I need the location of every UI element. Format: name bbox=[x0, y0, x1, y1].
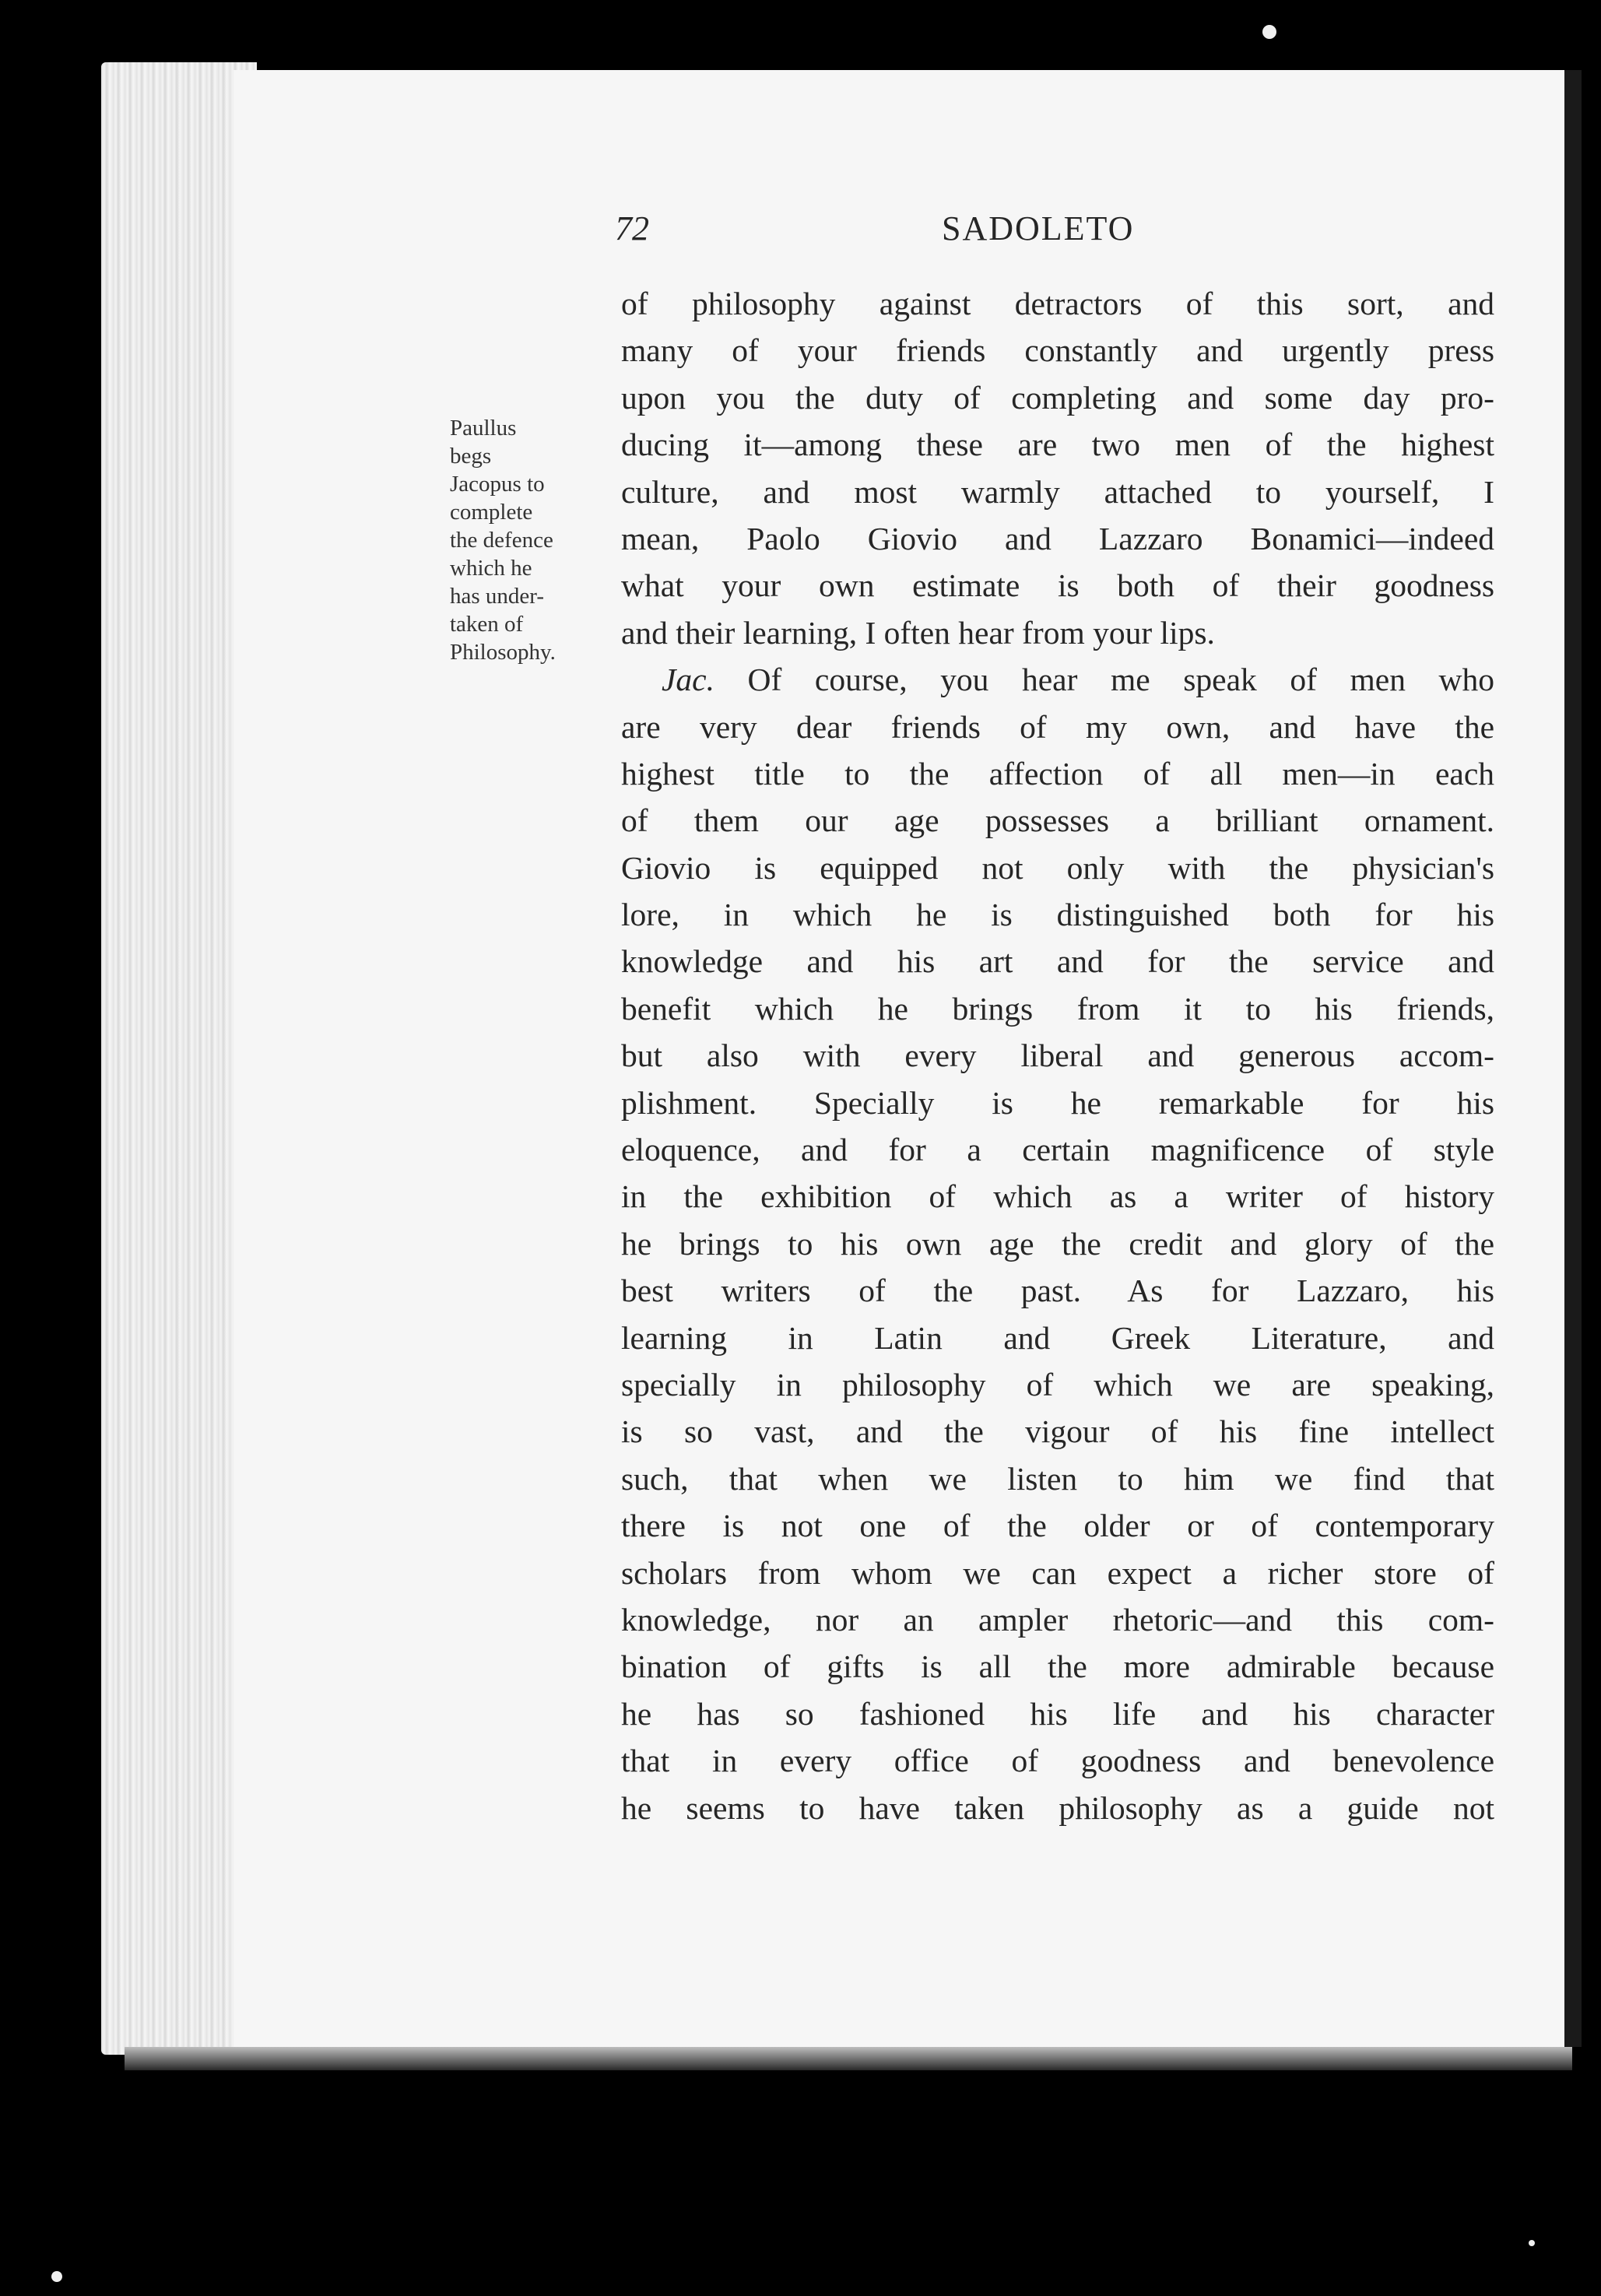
marginal-note bbox=[450, 414, 621, 666]
marginal-note-line: the defence bbox=[450, 528, 553, 553]
body-text bbox=[621, 280, 1494, 1831]
text-line: he seems to have taken philosophy as a guide not bbox=[621, 1789, 1494, 1826]
text-line: upon you the duty of completing and some day pro- bbox=[621, 379, 1494, 416]
marginal-note-line: begs bbox=[450, 444, 492, 469]
text-line: learning in Latin and Greek Literature, and bbox=[621, 1319, 1494, 1356]
marginal-note-line: taken of bbox=[450, 612, 524, 637]
marginal-note-line: Jacopus to bbox=[450, 472, 545, 497]
text-line: many of your friends constantly and urgently press bbox=[621, 332, 1494, 369]
text-line: ducing it—among these are two men of the highest bbox=[621, 427, 1494, 463]
text-line: of philosophy against detractors of this sort, and bbox=[621, 286, 1494, 321]
text-line: best writers of the past. As for Lazzaro, his bbox=[621, 1273, 1494, 1309]
text-line: eloquence, and for a certain magnificence of style bbox=[621, 1132, 1494, 1168]
speech-text: Of course, you hear me speak of men who bbox=[714, 662, 1494, 698]
text-line: in the exhibition of which as a writer of history bbox=[621, 1178, 1494, 1215]
text-line: knowledge and his art and for the service and bbox=[621, 943, 1494, 980]
text-line: but also with every liberal and generous accom- bbox=[621, 1037, 1494, 1074]
running-header bbox=[615, 209, 1494, 255]
text-line: he has so fashioned his life and his character bbox=[621, 1695, 1494, 1732]
marginal-note-line: Paullus bbox=[450, 416, 517, 441]
binding-shadow bbox=[1564, 70, 1582, 2047]
text-line: such, that when we listen to him we find that bbox=[621, 1460, 1494, 1497]
marginal-note-line: has under- bbox=[450, 584, 545, 609]
text-line: bination of gifts is all the more admirable because bbox=[621, 1648, 1494, 1685]
text-line: Giovio is equipped not only with the physician's bbox=[621, 849, 1494, 886]
text-line: highest title to the affection of all men—in each bbox=[621, 755, 1494, 792]
text-line: scholars from whom we can expect a richer store of bbox=[621, 1554, 1494, 1591]
marginal-note-line: Philosophy. bbox=[450, 640, 556, 665]
text-line: that in every office of goodness and benevolence bbox=[621, 1743, 1494, 1779]
running-title: SADOLETO bbox=[942, 209, 1135, 248]
text-line: are very dear friends of my own, and have the bbox=[621, 708, 1494, 745]
page-number: 72 bbox=[615, 209, 649, 248]
text-line: he brings to his own age the credit and glory of the bbox=[621, 1225, 1494, 1262]
text-line: benefit which he brings from it to his friends, bbox=[621, 990, 1494, 1027]
paragraph-jacopus bbox=[621, 656, 1494, 1831]
text-line: lore, in which he is distinguished both for his bbox=[621, 897, 1494, 933]
text-line: knowledge, nor an ampler rhetoric—and this com- bbox=[621, 1601, 1494, 1638]
text-line bbox=[621, 656, 1494, 703]
text-line: plishment. Specially is he remarkable for his bbox=[621, 1084, 1494, 1121]
text-line: is so vast, and the vigour of his fine intellect bbox=[621, 1413, 1494, 1450]
text-line: specially in philosophy of which we are speaking, bbox=[621, 1366, 1494, 1403]
marginal-note-line: complete bbox=[450, 500, 533, 525]
page-bottom-edge bbox=[125, 2047, 1572, 2070]
text-line: culture, and most warmly attached to yourself, I bbox=[621, 473, 1494, 510]
paragraph-paullus bbox=[621, 280, 1494, 656]
text-line: and their learning, I often hear from your lips. bbox=[621, 614, 1215, 651]
marginal-note-line: which he bbox=[450, 556, 532, 581]
text-line: mean, Paolo Giovio and Lazzaro Bonamici—indeed bbox=[621, 520, 1494, 556]
text-line: of them our age possesses a brilliant ornament. bbox=[621, 802, 1494, 839]
speaker-label: Jac. bbox=[662, 662, 714, 698]
text-line: what your own estimate is both of their goodness bbox=[621, 567, 1494, 604]
text-line: there is not one of the older or of contemporary bbox=[621, 1508, 1494, 1544]
